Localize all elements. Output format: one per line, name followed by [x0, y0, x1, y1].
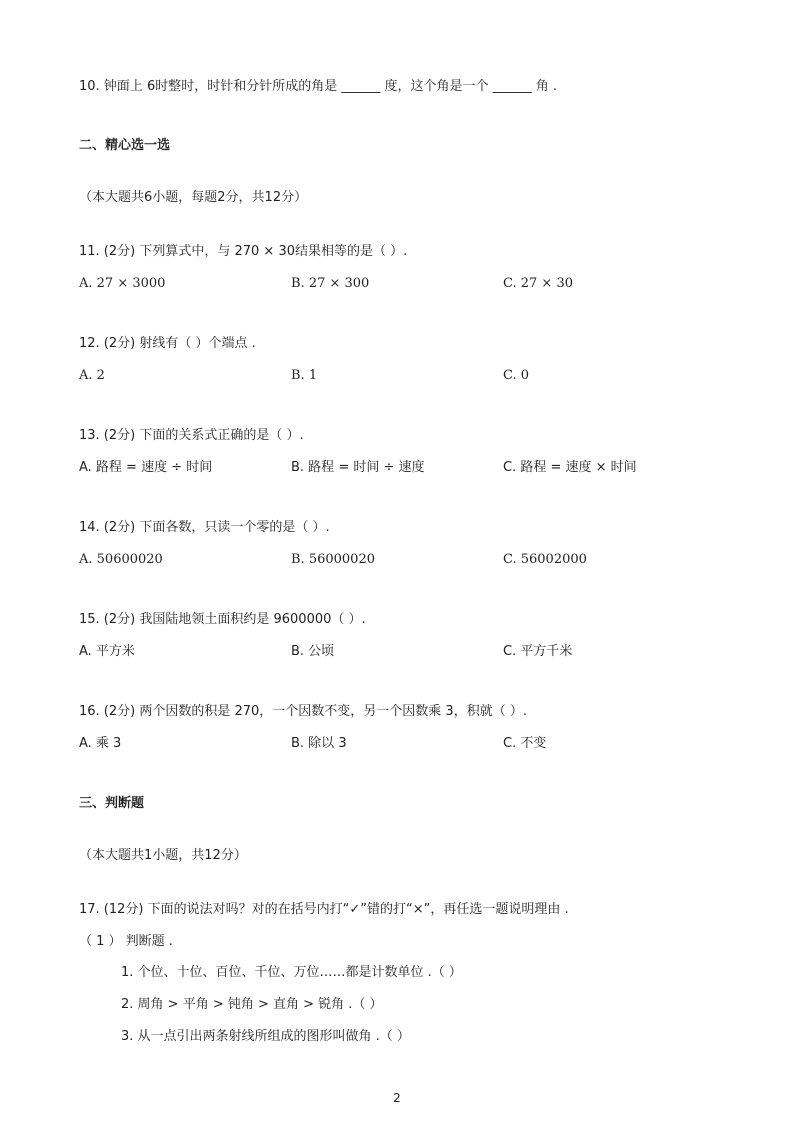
q15-option-a: A. 平方米 [79, 644, 135, 659]
q13-option-b: B. 路程 = 时间 ÷ 速度 [291, 460, 425, 475]
q13-option-a: A. 路程 = 速度 ÷ 时间 [79, 460, 213, 475]
question-11: 11. (2分) 下列算式中，与 270 × 30结果相等的是（ ）. [79, 244, 408, 259]
q12-option-a: A. 2 [79, 368, 105, 383]
q12-option-b: B. 1 [291, 368, 318, 383]
q16-option-b: B. 除以 3 [291, 736, 347, 751]
question-16: 16. (2分) 两个因数的积是 270，一个因数不变，另一个因数乘 3，积就（ ）. [79, 704, 527, 719]
q17-item-1: 1. 个位、十位、百位、千位、万位……都是计数单位 .（ ） [121, 965, 462, 980]
q11-option-a: A. 27 × 3000 [79, 276, 166, 291]
question-12: 12. (2分) 射线有（ ）个端点 . [79, 336, 256, 351]
question-10: 10. 钟面上 6时整时，时针和分针所成的角是 ______ 度，这个角是一个 ______ 角 . [79, 79, 558, 94]
section-2-note: （本大题共6小题，每题2分，共12分） [79, 190, 308, 205]
q17-item-2: 2. 周角 > 平角 > 钝角 > 直角 > 锐角 .（ ） [121, 997, 383, 1012]
q14-option-c: C. 56002000 [503, 552, 587, 567]
q16-option-a: A. 乘 3 [79, 736, 122, 751]
q11-option-c: C. 27 × 30 [503, 276, 573, 291]
q14-option-b: B. 56000020 [291, 552, 375, 567]
q11-option-b: B. 27 × 300 [291, 276, 370, 291]
q16-option-c: C. 不变 [503, 736, 547, 751]
section-3-title: 三、判断题 [79, 796, 145, 811]
question-15: 15. (2分) 我国陆地领土面积约是 9600000（ ）. [79, 612, 366, 627]
q13-option-c: C. 路程 = 速度 × 时间 [503, 460, 637, 475]
q17-item-3: 3. 从一点引出两条射线所组成的图形叫做角 .（ ） [121, 1029, 410, 1044]
question-13: 13. (2分) 下面的关系式正确的是（ ）. [79, 428, 304, 443]
page-number: 2 [393, 1091, 401, 1105]
q15-option-c: C. 平方千米 [503, 644, 573, 659]
q12-option-c: C. 0 [503, 368, 530, 383]
section-2-title: 二、精心选一选 [79, 138, 171, 153]
q14-option-a: A. 50600020 [79, 552, 163, 567]
q17-part-1: （ 1 ） 判断题 . [79, 934, 173, 949]
q15-option-b: B. 公顷 [291, 644, 335, 659]
question-17: 17. (12分) 下面的说法对吗？对的在括号内打“✓”错的打“×”，再任选一题说明理由 . [79, 902, 569, 917]
section-3-note: （本大题共1小题，共12分） [79, 848, 247, 863]
question-14: 14. (2分) 下面各数，只读一个零的是（ ）. [79, 520, 330, 535]
